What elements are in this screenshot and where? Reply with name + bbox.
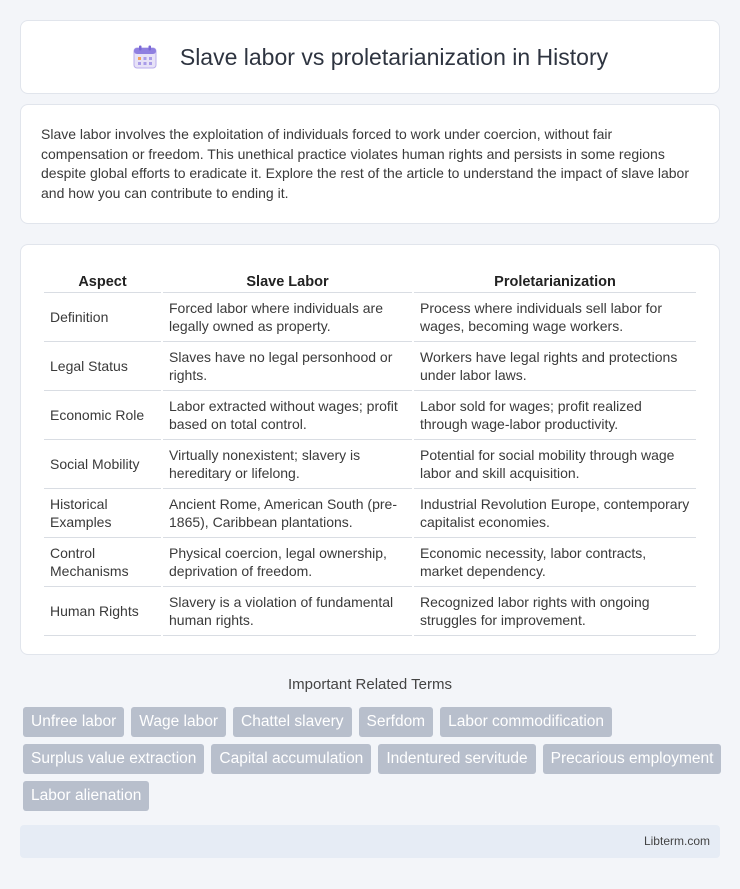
related-term-tag[interactable]: Wage labor bbox=[131, 707, 226, 737]
proletarianization-cell: Workers have legal rights and protections under labor laws. bbox=[414, 342, 696, 391]
related-term-tag[interactable]: Unfree labor bbox=[23, 707, 124, 737]
slave-labor-cell: Slavery is a violation of fundamental human rights. bbox=[163, 587, 412, 636]
comparison-table bbox=[42, 265, 698, 636]
column-header-proletarianization: Proletarianization bbox=[414, 265, 696, 293]
aspect-cell: Human Rights bbox=[44, 587, 161, 636]
aspect-cell: Definition bbox=[44, 293, 161, 342]
footer-brand-link[interactable]: Libterm.com bbox=[643, 834, 710, 848]
comparison-table-card bbox=[20, 244, 720, 655]
slave-labor-cell: Physical coercion, legal ownership, deprivation of freedom. bbox=[163, 538, 412, 587]
aspect-cell: Economic Role bbox=[44, 391, 161, 440]
proletarianization-cell: Economic necessity, labor contracts, market dependency. bbox=[414, 538, 696, 587]
slave-labor-cell: Labor extracted without wages; profit based on total control. bbox=[163, 391, 412, 440]
related-term-tag[interactable]: Chattel slavery bbox=[233, 707, 352, 737]
related-term-tag[interactable]: Labor commodification bbox=[440, 707, 612, 737]
table-row bbox=[44, 293, 696, 342]
related-terms-list bbox=[23, 707, 723, 811]
table-row bbox=[44, 391, 696, 440]
related-term-tag[interactable]: Labor alienation bbox=[23, 781, 149, 811]
proletarianization-cell: Industrial Revolution Europe, contemporary capitalist economies. bbox=[414, 489, 696, 538]
page-title: Slave labor vs proletarianization in History bbox=[179, 43, 609, 70]
proletarianization-cell: Labor sold for wages; profit realized through wage-labor productivity. bbox=[414, 391, 696, 440]
related-term-tag[interactable]: Serfdom bbox=[359, 707, 434, 737]
slave-labor-cell: Slaves have no legal personhood or rights. bbox=[163, 342, 412, 391]
footer bbox=[20, 825, 720, 858]
related-terms-title: Important Related Terms bbox=[288, 676, 452, 693]
proletarianization-cell: Potential for social mobility through wage labor and skill acquisition. bbox=[414, 440, 696, 489]
related-term-tag[interactable]: Precarious employment bbox=[543, 744, 722, 774]
table-row bbox=[44, 587, 696, 636]
slave-labor-cell: Forced labor where individuals are legally owned as property. bbox=[163, 293, 412, 342]
related-term-tag[interactable]: Capital accumulation bbox=[211, 744, 371, 774]
table-row bbox=[44, 440, 696, 489]
related-term-tag[interactable]: Surplus value extraction bbox=[23, 744, 204, 774]
aspect-cell: Legal Status bbox=[44, 342, 161, 391]
aspect-cell: Historical Examples bbox=[44, 489, 161, 538]
table-row bbox=[44, 342, 696, 391]
table-header-row bbox=[44, 265, 696, 293]
table-row bbox=[44, 489, 696, 538]
related-term-tag[interactable]: Indentured servitude bbox=[378, 744, 535, 774]
column-header-aspect: Aspect bbox=[44, 265, 161, 293]
table-row bbox=[44, 538, 696, 587]
header-card bbox=[20, 20, 720, 94]
aspect-cell: Social Mobility bbox=[44, 440, 161, 489]
calendar-icon bbox=[132, 44, 158, 70]
proletarianization-cell: Process where individuals sell labor for wages, becoming wage workers. bbox=[414, 293, 696, 342]
proletarianization-cell: Recognized labor rights with ongoing struggles for improvement. bbox=[414, 587, 696, 636]
intro-card bbox=[20, 104, 720, 224]
slave-labor-cell: Virtually nonexistent; slavery is hereditary or lifelong. bbox=[163, 440, 412, 489]
intro-paragraph: Slave labor involves the exploitation of individuals forced to work under coercion, without fair compensation or freedom. This unethical practice violates human rights and persists in some regions despite global efforts to eradicate it. Explore the rest of the article to understand the impact of slave labor and how you can contribute to ending it. bbox=[41, 126, 689, 201]
aspect-cell: Control Mechanisms bbox=[44, 538, 161, 587]
column-header-slave-labor: Slave Labor bbox=[163, 265, 412, 293]
slave-labor-cell: Ancient Rome, American South (pre-1865), Caribbean plantations. bbox=[163, 489, 412, 538]
